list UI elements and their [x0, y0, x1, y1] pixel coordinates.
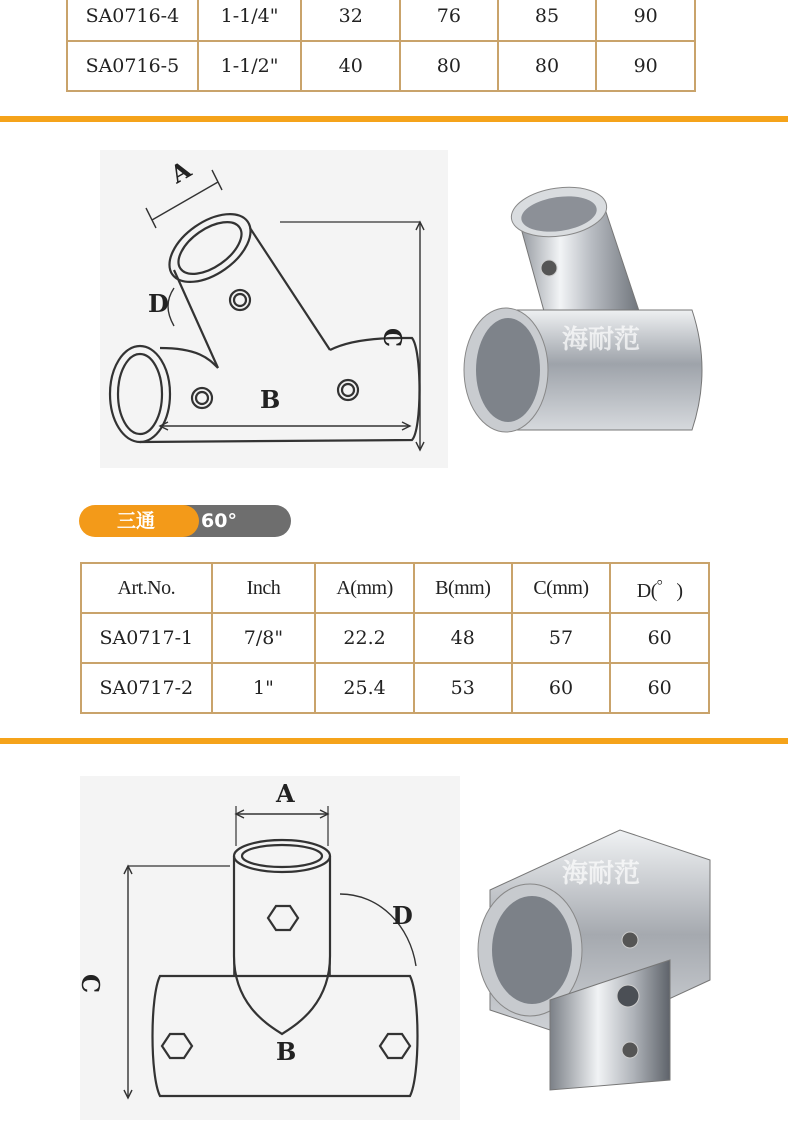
table-cell: 80	[498, 41, 597, 91]
table-cell: SA0716-4	[67, 0, 198, 41]
dimension-label-c: C	[76, 974, 105, 994]
dimension-label-c: C	[378, 328, 407, 348]
table-cell: 7/8"	[212, 613, 316, 663]
section-divider	[0, 738, 788, 744]
table-cell: 1-1/2"	[198, 41, 302, 91]
table-cell: 32	[301, 0, 400, 41]
section-divider	[0, 116, 788, 122]
dimension-label-d: D	[148, 289, 169, 318]
table-cell: 60	[610, 613, 709, 663]
column-header: Inch	[212, 563, 316, 613]
product-photo-90-tee	[470, 800, 720, 1100]
table-cell: 22.2	[315, 613, 414, 663]
dimension-label-a: A	[276, 779, 295, 808]
column-header: Art.No.	[81, 563, 212, 613]
table-cell: 85	[498, 0, 597, 41]
table-row	[67, 41, 695, 91]
column-header: B(mm)	[414, 563, 512, 613]
tag-angle: 60°	[179, 505, 291, 537]
watermark-text: 海耐范	[562, 325, 641, 355]
table-cell: 60	[610, 663, 709, 713]
table-cell: 80	[400, 41, 498, 91]
section-tag	[79, 505, 291, 537]
technical-drawing-60-tee	[100, 150, 448, 468]
column-header: D(゜)	[610, 563, 709, 613]
table-row	[81, 613, 709, 663]
table-cell: 76	[400, 0, 498, 41]
table-cell: 60	[512, 663, 611, 713]
dimension-label-a: A	[165, 154, 196, 190]
table-cell: 25.4	[315, 663, 414, 713]
table-cell: 57	[512, 613, 611, 663]
table-cell: SA0717-2	[81, 663, 212, 713]
table-cell: 1-1/4"	[198, 0, 302, 41]
table-row	[81, 663, 709, 713]
table-cell: 40	[301, 41, 400, 91]
table-cell: 53	[414, 663, 512, 713]
table-cell: 1"	[212, 663, 316, 713]
tag-label: 三通	[79, 505, 195, 537]
dimension-label-b: B	[276, 1037, 297, 1066]
product-photo-60-tee	[462, 170, 722, 470]
dimension-label-d: D	[392, 901, 413, 930]
technical-drawing-90-tee	[76, 776, 460, 1120]
table-cell: 90	[596, 41, 695, 91]
watermark-text: 海耐范	[562, 859, 641, 889]
table-cell: SA0716-5	[67, 41, 198, 91]
table-row	[67, 0, 695, 41]
table-cell: SA0717-1	[81, 613, 212, 663]
dimension-label-b: B	[260, 385, 281, 414]
spec-table-sa0716	[66, 0, 696, 92]
table-header-row	[81, 563, 709, 613]
table-cell: 90	[596, 0, 695, 41]
table-cell: 48	[414, 613, 512, 663]
column-header: A(mm)	[315, 563, 414, 613]
spec-table-sa0717	[80, 562, 710, 714]
column-header: C(mm)	[512, 563, 611, 613]
